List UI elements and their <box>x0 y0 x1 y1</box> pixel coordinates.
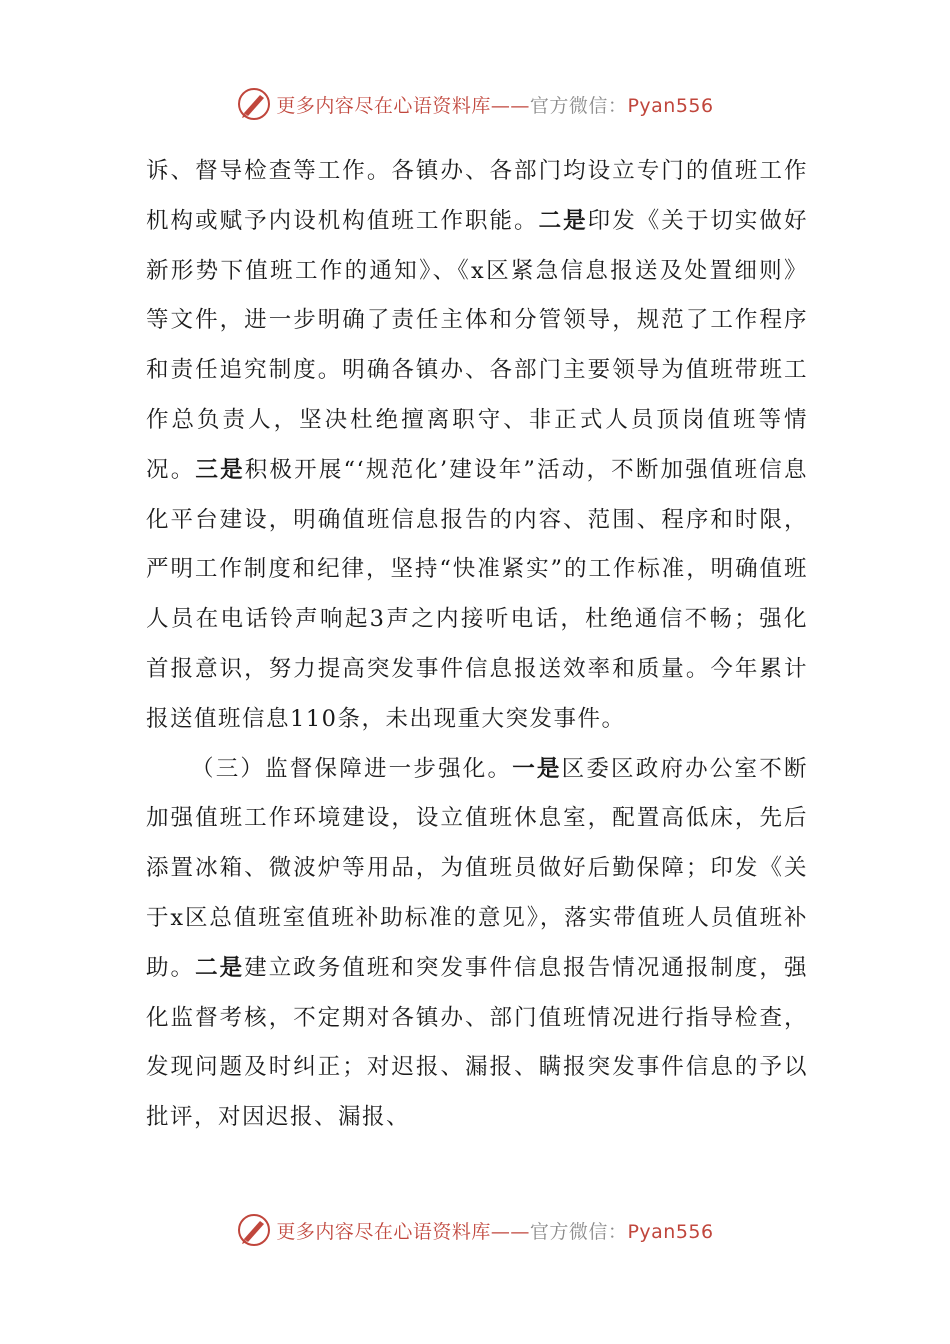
text-run: 区委区政府办公室不断加强值班工作环境建设，设立值班休息室，配置高低床，先后添置冰箱、微波炉等用品，为值班员做好后勤保障；印发《关于x区总值班室值班补助标准的意见》，落实带值班人员值班补助。 <box>146 755 808 981</box>
footer-banner <box>0 1208 950 1252</box>
pen-logo-icon <box>236 86 272 122</box>
paragraph <box>146 745 808 1143</box>
paragraph <box>146 147 808 745</box>
document-body <box>146 147 808 1143</box>
banner-text: 更多内容尽在心语资料库——官方微信：Pyan556 <box>276 1220 714 1243</box>
text-run: 印发《关于切实做好新形势下值班工作的通知》、《x区紧急信息报送及处置细则》等文件，进一步明确了责任主体和分管领导，规范了工作程序和责任追究制度。明确各镇办、各部门主要领导为值班带班工作总负责人，坚决杜绝擅离职守、非正式人员顶岗值班等情况。 <box>146 207 808 483</box>
pen-logo-icon <box>236 1212 272 1248</box>
text-run: （三）监督保障进一步强化。 <box>191 755 513 782</box>
bold-marker: 一是 <box>512 755 562 782</box>
bold-marker: 三是 <box>195 456 245 483</box>
text-run: 积极开展“‘规范化’建设年”活动，不断加强值班信息化平台建设，明确值班信息报告的内容、范围、程序和时限，严明工作制度和纪律，坚持“快准紧实”的工作标准，明确值班人员在电话铃声响起3声之内接听电话，杜绝通信不畅；强化首报意识，努力提高突发事件信息报送效率和质量。今年累计报送值班信息110条，未出现重大突发事件。 <box>146 456 808 732</box>
bold-marker: 二是 <box>195 954 245 981</box>
banner-text: 更多内容尽在心语资料库——官方微信：Pyan556 <box>276 94 714 117</box>
text-run: 诉、督导检查等工作。各镇办、各部门均设立专门的值班工作机构或赋予内设机构值班工作职能。 <box>146 158 808 234</box>
header-banner <box>0 82 950 126</box>
text-run: 建立政务值班和突发事件信息报告情况通报制度，强化监督考核，不定期对各镇办、部门值班情况进行指导检查，发现问题及时纠正；对迟报、漏报、瞒报突发事件信息的予以批评，对因迟报、漏报、 <box>146 954 808 1131</box>
bold-marker: 二是 <box>538 207 588 234</box>
